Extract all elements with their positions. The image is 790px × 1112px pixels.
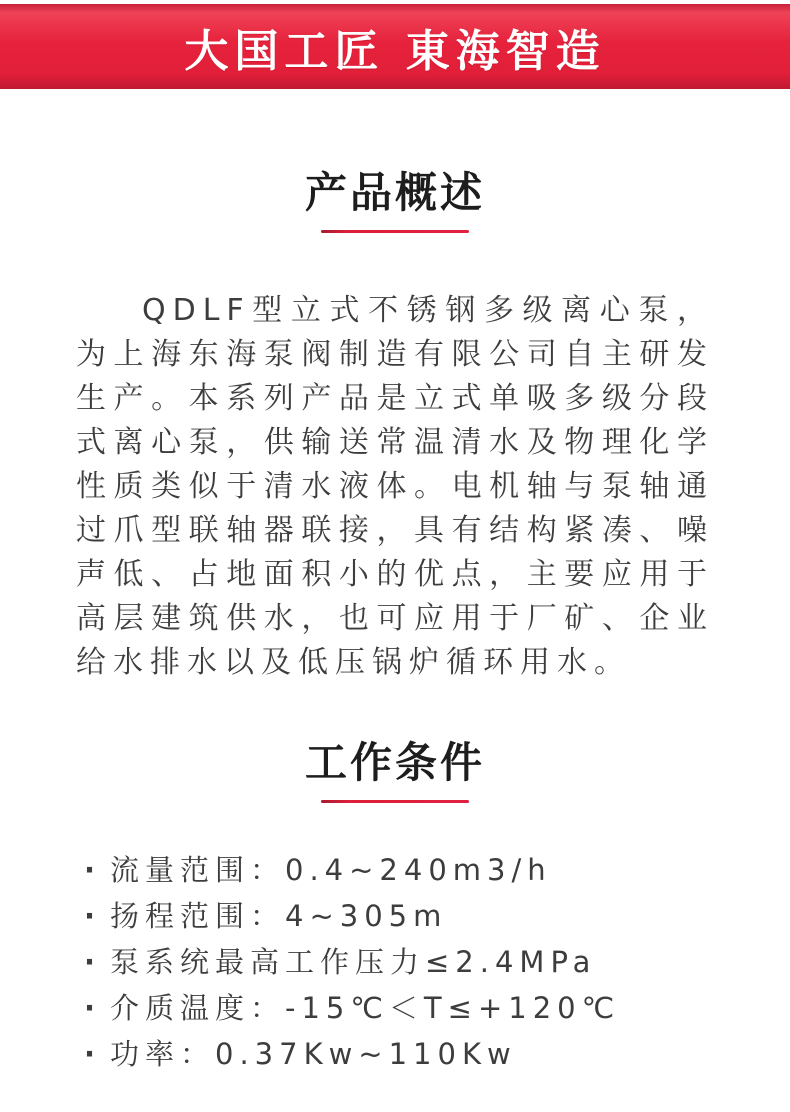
bullet-dot: · bbox=[84, 899, 102, 933]
condition-medium-temperature: 介质温度：-15℃＜T≤+120℃ bbox=[110, 991, 621, 1025]
working-conditions-section-title: 工作条件 bbox=[304, 738, 485, 787]
condition-head-range: 扬程范围：4~305m bbox=[110, 899, 448, 933]
condition-max-pressure: 泵系统最高工作压力≤2.4MPa bbox=[110, 945, 597, 979]
list-item bbox=[84, 1031, 790, 1077]
overview-paragraph: QDLF型立式不锈钢多级离心泵，为上海东海泵阀制造有限公司自主研发生产。本系列产品是立式单吸多级分段式离心泵，供输送常温清水及物理化学性质类似于清水液体。电机轴与泵轴通过爪型联轴器联接，具有结构紧凑、噪声低、占地面积小的优点，主要应用于高层建筑供水，也可应用于厂矿、企业给水排水以及低压锅炉循环用水。 bbox=[76, 293, 714, 680]
top-banner bbox=[0, 4, 790, 89]
banner-slogan: 大国工匠 東海智造 bbox=[184, 25, 606, 77]
working-conditions-list bbox=[84, 847, 790, 1077]
working-conditions-section bbox=[0, 739, 790, 1077]
list-item bbox=[84, 893, 790, 939]
list-item bbox=[84, 985, 790, 1031]
product-detail-page bbox=[0, 4, 790, 1112]
bullet-dot: · bbox=[84, 991, 102, 1025]
list-item bbox=[84, 939, 790, 985]
bullet-dot: · bbox=[84, 945, 102, 979]
bullet-dot: · bbox=[84, 1037, 102, 1071]
condition-power-range: 功率：0.37Kw~110Kw bbox=[110, 1037, 517, 1071]
title-underline-accent bbox=[321, 230, 469, 233]
overview-section-title: 产品概述 bbox=[304, 168, 485, 217]
bullet-dot: · bbox=[84, 853, 102, 887]
list-item bbox=[84, 847, 790, 893]
condition-flow-range: 流量范围：0.4~240m3/h bbox=[110, 853, 552, 887]
overview-section bbox=[0, 169, 790, 685]
title-underline-accent bbox=[321, 800, 469, 803]
